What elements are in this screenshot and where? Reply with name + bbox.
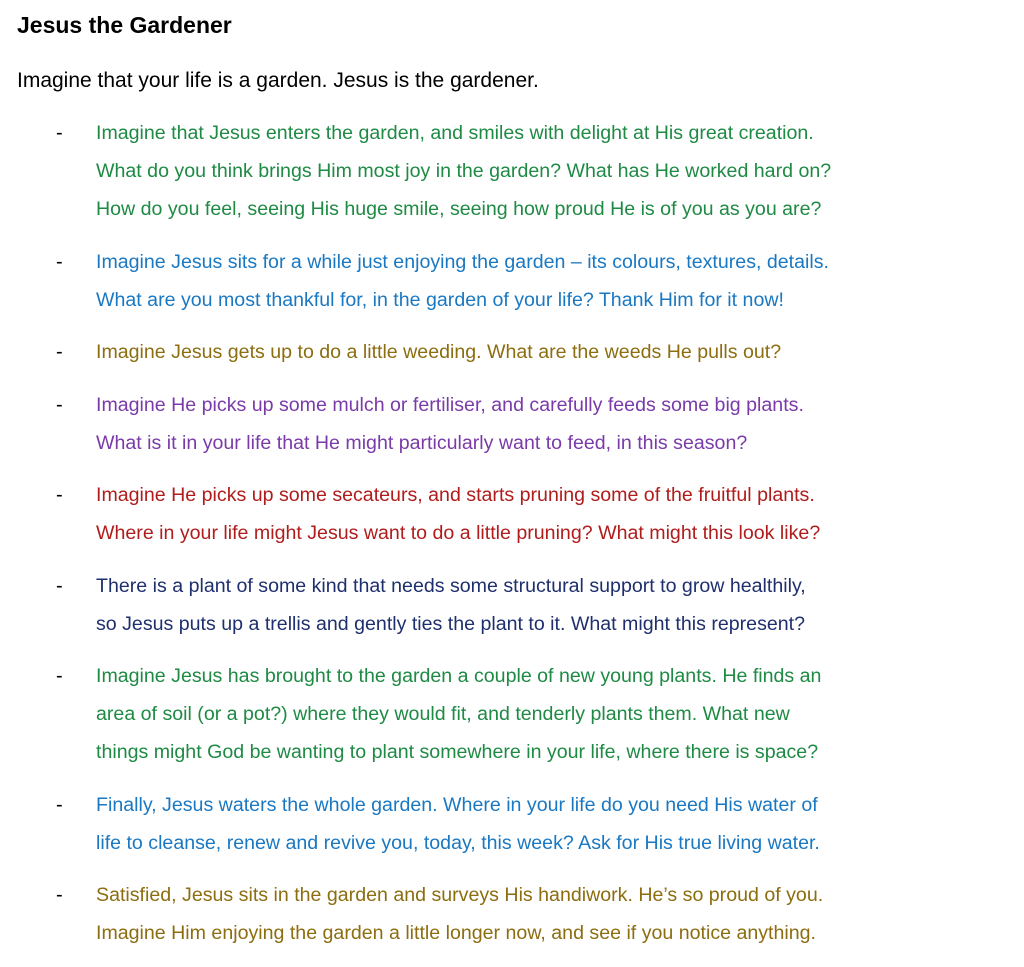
list-item-text (96, 386, 1020, 462)
list-item-line: What is it in your life that He might particularly want to feed, in this season? (96, 431, 748, 454)
list-item-text (96, 333, 1020, 371)
list-item-text (96, 567, 1020, 643)
list-item-line: Imagine Jesus gets up to do a little weeding. What are the weeds He pulls out? (96, 341, 782, 363)
list-item-line: What do you think brings Him most joy in the garden? What has He worked hard on? (96, 160, 832, 182)
list-item-text (96, 876, 1020, 952)
document-title: Jesus the Gardener (17, 12, 232, 38)
list-item (0, 114, 1024, 228)
list-item-line: Finally, Jesus waters the whole garden. Where in your life do you need His water of (96, 793, 818, 816)
list-item-line: Imagine Him enjoying the garden a little longer now, and see if you notice anything. (96, 922, 816, 944)
list-item-text (96, 243, 1020, 319)
list-item-line: Satisfied, Jesus sits in the garden and surveys His handiwork. He’s so proud of you. (96, 884, 824, 906)
bullet-dash: - (56, 122, 63, 144)
intro-paragraph: Imagine that your life is a garden. Jesus is the gardener. (17, 69, 539, 92)
list-item-line: Where in your life might Jesus want to do a little pruning? What might this look like? (96, 522, 821, 544)
list-item-text (96, 657, 1020, 771)
list-item (0, 243, 1024, 319)
list-item-text (96, 114, 1020, 228)
list-item-line: There is a plant of some kind that needs some structural support to grow healthily, (96, 574, 806, 597)
list-item-line: area of soil (or a pot?) where they would fit, and tenderly plants them. What new (96, 703, 790, 725)
list-item (0, 333, 1024, 371)
list-item (0, 657, 1024, 771)
list-item (0, 567, 1024, 643)
list-item (0, 386, 1024, 462)
bullet-dash: - (56, 250, 63, 273)
list-item (0, 876, 1024, 952)
list-item-line: What are you most thankful for, in the garden of your life? Thank Him for it now! (96, 288, 784, 311)
list-item-line: Imagine Jesus sits for a while just enjoying the garden – its colours, textures, details. (96, 250, 829, 273)
list-item-line: How do you feel, seeing His huge smile, seeing how proud He is of you as you are? (96, 198, 822, 220)
bullet-dash: - (56, 484, 63, 506)
bullet-dash: - (56, 574, 63, 597)
bullet-dash: - (56, 665, 63, 687)
list-item-line: life to cleanse, renew and revive you, today, this week? Ask for His true living water. (96, 831, 820, 854)
list-item-text (96, 476, 1020, 552)
list-item-line: Imagine that Jesus enters the garden, and smiles with delight at His great creation. (96, 122, 814, 144)
bullet-dash: - (56, 341, 63, 363)
bullet-dash: - (56, 793, 63, 816)
list-item-line: things might God be wanting to plant somewhere in your life, where there is space? (96, 741, 819, 763)
list-item-line: so Jesus puts up a trellis and gently ties the plant to it. What might this represent? (96, 612, 806, 635)
list-item (0, 786, 1024, 862)
list-item-line: Imagine He picks up some secateurs, and starts pruning some of the fruitful plants. (96, 484, 815, 506)
list-item (0, 476, 1024, 552)
bullet-dash: - (56, 884, 63, 906)
list-item-line: Imagine He picks up some mulch or fertiliser, and carefully feeds some big plants. (96, 393, 804, 416)
bullet-dash: - (56, 393, 63, 416)
list-item-text (96, 786, 1020, 862)
reflection-list (0, 114, 1024, 967)
list-item-line: Imagine Jesus has brought to the garden a couple of new young plants. He finds an (96, 665, 822, 687)
